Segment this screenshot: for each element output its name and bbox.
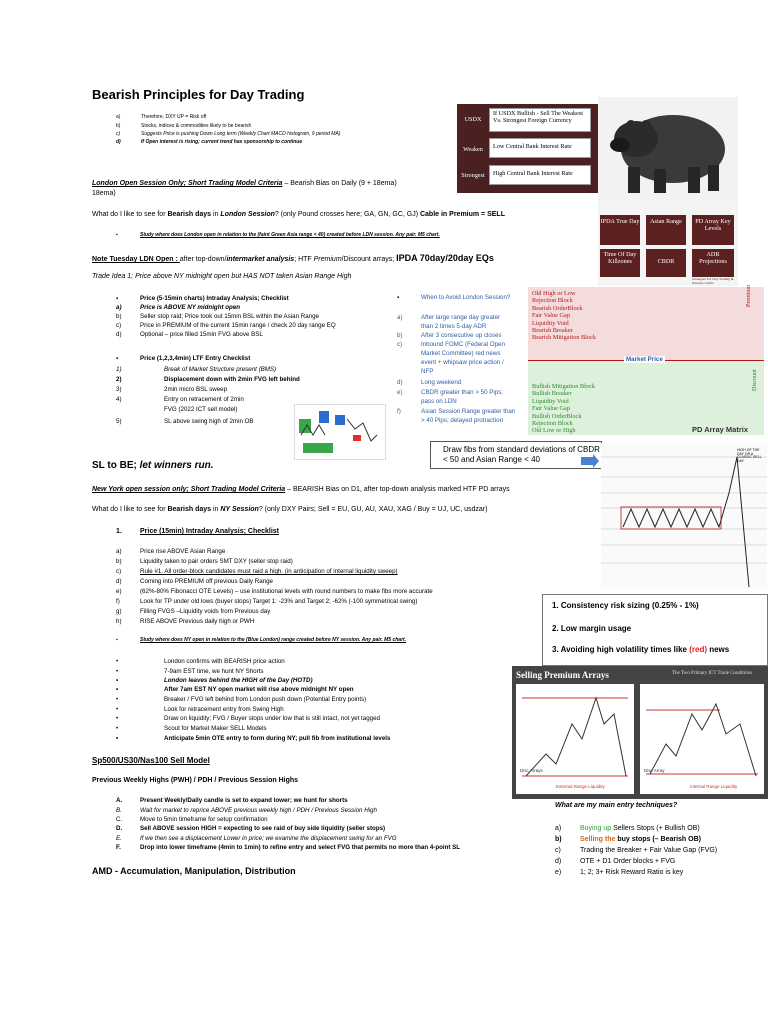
ny-bullet: London confirms with BEARISH price action — [164, 658, 285, 665]
checklist-item: Seller stop raid; Price took out 15min BSL within the Asian Range — [140, 313, 319, 320]
selling-subtitle: The Two Primary ICT Trade Conditions — [672, 671, 753, 676]
sell-model-image — [294, 404, 386, 460]
premium-items: Old High or Low Rejection Block Bearish OrderBlock Fair Value Gap Liquidity Void Bearish Breaker Bearish Mitigation Block — [532, 290, 597, 342]
amd-heading: AMD - Accumulation, Manipulation, Distribution — [92, 866, 296, 876]
avoid-item: pass on LDN — [421, 398, 457, 405]
sp-item: Move to 5min timeframe for setup confirmation — [140, 816, 268, 823]
pd-title: PD Array Matrix — [692, 425, 748, 434]
bear-image — [598, 97, 738, 203]
ny-item: Look for TP under old lows (buyer stops) Target 1: -23% and Target 2; -62% (-100 symmetrical swing) — [140, 598, 418, 605]
premium-label: Premium — [746, 285, 752, 307]
selling-left-bottom: External Range Liquidity — [556, 784, 605, 789]
ny-item: RISE ABOVE Previous daily high or PWH — [140, 618, 255, 625]
checklist-heading: Price (5-15min charts) Intraday Analysis; Checklist — [140, 295, 289, 302]
selling-title: Selling Premium Arrays — [516, 670, 609, 680]
selling-panel-right — [640, 684, 764, 794]
sl-to-be: SL to BE; let winners run. — [92, 460, 214, 471]
ipda-grid — [598, 202, 738, 286]
dxy-box: High Central Bank Interest Rate — [489, 165, 591, 185]
risk-item: 2. Low margin usage — [552, 624, 632, 633]
ny-item: Liquidity taken to pair orders SMT DXY (seller stop raid) — [140, 558, 293, 565]
checklist-item: Entry on retracement of 2min — [164, 396, 244, 403]
london-question: What do I like to see for Bearish days in London Session? (only Pound crosses here; GA, GN, GC, GJ) Cable in Premium = SELL — [92, 211, 505, 218]
avoid-item: After large range day greater — [421, 314, 501, 321]
checklist-item: Displacement down with 2min FVG left behind — [164, 376, 300, 383]
intro-item: Stocks, indices & commodities likely to be bearish — [141, 123, 252, 129]
sp-item: Drop into lower timeframe (4min to 1min) to refine entry and select FVG that permits no more than 4-point SL — [140, 844, 461, 851]
risk-box — [542, 594, 768, 666]
ipda-note: Strategies For Day Trading & Intraday Charts — [692, 277, 734, 285]
intro-item: If Open interest is rising; current trend has sponsorship to continue — [141, 139, 303, 145]
ny-bullet: Anticipate 5min OTE entry to form during NY; pull fib from institutional levels — [164, 735, 391, 742]
checklist-heading: Price (1,2,3,4min) LTF Entry Checklist — [140, 355, 251, 362]
ny-item: (62%-80% Fibonacci OTE Levels) – use institutional levels with round numbers to make fibs more accurate — [140, 588, 433, 595]
avoid-item: Inbound FOMC (Federal Open — [421, 341, 505, 348]
avoid-item: After 3 consecutive up closes — [421, 332, 502, 339]
london-note: Note Tuesday LDN Open : after top-down/intermarket analysis; HTF Premium/Discount arrays; IPDA 70day/20day EQs — [92, 253, 494, 263]
dxy-label: Weaken — [463, 146, 483, 153]
avoid-item: > 40 Pips; delayed protraction — [421, 417, 504, 424]
risk-item: 3. Avoiding high volatility times like (red) news — [552, 645, 730, 654]
risk-item: 1. Consistency risk sizing (0.25% - 1%) — [552, 601, 699, 610]
avoid-item: Market Committee) red news — [421, 350, 501, 357]
ny-item: Filling FVGS –Liquidity voids from Previous day — [140, 608, 271, 615]
selling-left-label: Disc Arrays — [520, 768, 543, 773]
avoid-item: NFP — [421, 368, 434, 375]
sp-item: Wait for market to reprice ABOVE previous weekly high / PDH / Previous Session High — [140, 807, 377, 814]
ipda-cell: Time Of Day Killzones — [600, 249, 640, 277]
ny-bullet: Draw on liquidity; FVG / Buyer stops under low that is still intact, not yet tagged — [164, 715, 380, 722]
dxy-label: USDX — [464, 116, 482, 123]
market-price-label: Market Price — [626, 356, 663, 363]
fib-chart — [601, 443, 767, 589]
pd-array-matrix — [528, 287, 764, 435]
london-heading-wrap: 18ema) — [92, 190, 116, 197]
dxy-box: Low Central Bank Interest Rate — [489, 138, 591, 158]
sp-heading: Sp500/US30/Nas100 Sell Model — [92, 756, 210, 765]
dxy-matrix — [457, 104, 598, 193]
checklist-item: Break of Market Structure present (BMS) — [164, 366, 277, 373]
ny-bullet: Scout for Market Maker SELL Models — [164, 725, 267, 732]
ny-item: Coming into PREMIUM off previous Daily Range — [140, 578, 273, 585]
ipda-cell: PD Array Key Levels — [692, 215, 734, 245]
selling-panel-left — [516, 684, 634, 794]
selling-right-label: Disc Array — [644, 768, 665, 773]
london-heading: London Open Session Only; Short Trading Model Criteria – Bearish Bias on Daily (9 + 18ema) — [92, 180, 397, 187]
arrow-icon — [581, 457, 593, 465]
page-title: Bearish Principles for Day Trading — [92, 87, 305, 102]
avoid-item: Long weekend — [421, 379, 462, 386]
sp-item: Sell ABOVE session HIGH = expecting to see raid of buy side liquidity (seller stops) — [140, 825, 386, 832]
ny-item: Rule #1. All order-block candidates must raid a high. (in anticipation of internal liquidity sweep) — [140, 568, 398, 575]
sp-subheading: Previous Weekly Highs (PWH) / PDH / Previous Session Highs — [92, 777, 299, 784]
selling-right-bottom: Internal Range Liquidity — [690, 784, 738, 789]
selling-premium-image — [512, 666, 768, 799]
ipda-cell: IPDA True Day — [600, 215, 640, 245]
ny-bullet: After 7am EST NY open market will rise above midnight NY open — [164, 686, 354, 693]
checklist-item: Optional – price filled 15min FVG above BSL — [140, 331, 263, 338]
avoid-item: CBDR greater than > 50 Pips; — [421, 389, 504, 396]
ny-bullet: Breaker / FVG left behind from London push down (Potential Entry points) — [164, 696, 367, 703]
fibs-note: Draw fibs from standard deviations of CBDR < 50 and Asian Range < 40 — [430, 441, 602, 469]
ny-bullet: Look for retracement entry from Swing High — [164, 706, 284, 713]
checklist-item: 2min micro BSL sweep — [164, 386, 228, 393]
checklist-item: Price in PREMIUM of the current 15min range / check 20 day range EQ — [140, 322, 336, 329]
intro-item: Suggests Price is pushing Down Long term (Weekly Chart MACD histogram, 9 period MA) — [141, 131, 341, 137]
ny-heading: New York open session only; Short Trading Model Criteria – BEARISH Bias on D1, after top-down analysis marked HTF PD arrays — [92, 486, 510, 493]
checklist-item: FVG (2022 ICT sell model) — [164, 406, 238, 413]
discount-label: Discount — [752, 369, 758, 391]
intro-item: Therefore, DXY UP = Risk off — [141, 114, 207, 120]
checklist-item: SL above swing high of 2min OB — [164, 418, 254, 425]
avoid-item: Asian Session Range greater than — [421, 408, 516, 415]
checklist-item: Price is ABOVE NY midnight open — [140, 304, 241, 311]
avoid-heading: When to Avoid London Session? — [421, 294, 511, 301]
fib-chart-label: HIGH OF THE DAY OR A CLASSIC SELL DAY — [737, 448, 762, 463]
entry-heading: What are my main entry techniques? — [555, 802, 678, 809]
ny-bullet: 7-9am EST time, we hunt NY Shorts — [164, 668, 264, 675]
sp-item: If we then see a displacement Lower in price; we examine the displacement swing for an FVG — [140, 835, 397, 842]
ny-bullet: London leaves behind the HIGH of the Day (HOTD) — [164, 677, 313, 684]
ipda-cell: CBDR — [646, 249, 686, 277]
avoid-item: than 2 times 5-day ADR — [421, 323, 487, 330]
ny-item: Price rise ABOVE Asian Range — [140, 548, 226, 555]
entry-techniques: What are my main entry techniques? a) Buying up Sellers Stops (+ Bullish OB) b) Selling the buy stops (– Bearish OB) c) Trading the Breaker + Fair Value Gap (FVG) d) OTE + D1 Order blocks + FVG e) 1; 2; 3+ Risk Reward Ratio is key — [530, 800, 766, 886]
dxy-label: Strongest — [461, 172, 485, 179]
ny-question: What do I like to see for Bearish days in NY Session? (only DXY Pairs; Sell = EU, GU, AU, XAU, XAG / Buy = UJ, UC, usdzar) — [92, 506, 488, 513]
ipda-cell: ADR Projections — [692, 249, 734, 277]
avoid-item: event + whipsaw price action / — [421, 359, 504, 366]
ipda-cell: Asian Range — [646, 215, 686, 245]
sp-item: Present Weekly/Daily candle is set to expand lower; we hunt for shorts — [140, 797, 348, 804]
trade-idea: Trade Idea 1; Price above NY midnight open but HAS NOT taken Asian Range High — [92, 273, 352, 280]
discount-items: Bullish Mitigation Block Bullish Breaker Liquidity Void Fair Value Gap Bullish OrderBlock Rejection Block Old Low or High — [532, 383, 595, 435]
dxy-box: If USDX Bullish - Sell The Weakest Vs. Strongest Foreign Currency — [489, 108, 591, 132]
